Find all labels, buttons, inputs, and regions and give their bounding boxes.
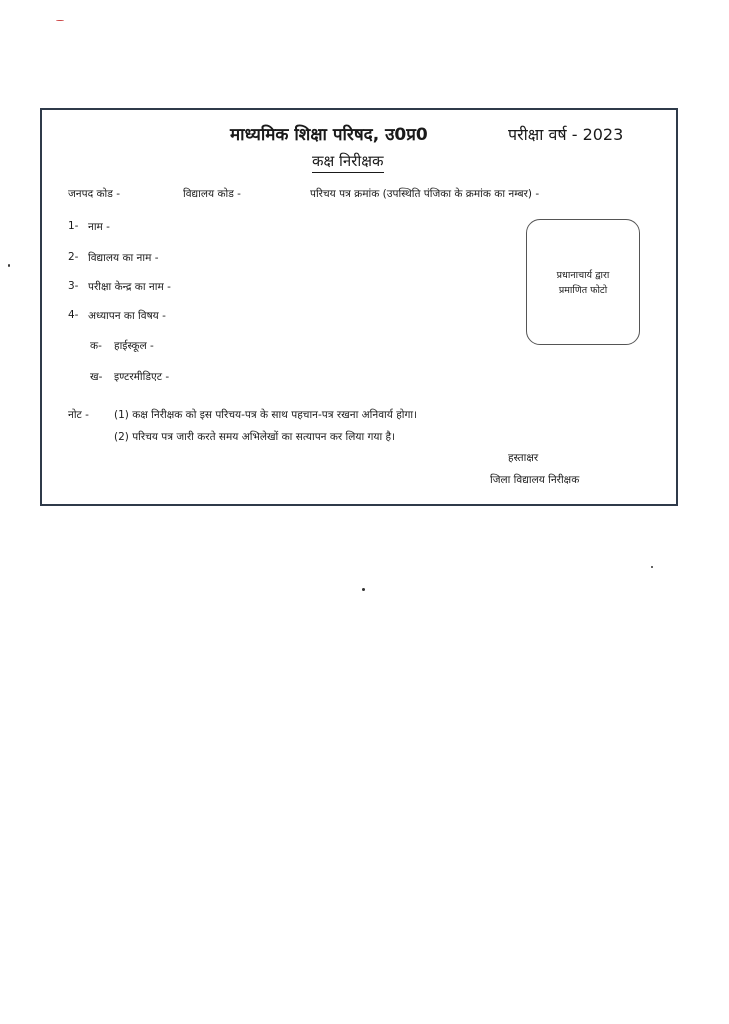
subfield-num: क- [90,340,102,352]
note-line-2: (2) परिचय पत्र जारी करते समय अभिलेखों का सत्यापन कर लिया गया है। [114,431,396,443]
scan-speck [362,588,365,591]
scan-speck [8,264,10,267]
exam-year: परीक्षा वर्ष - 2023 [508,125,624,144]
form-subtitle: कक्ष निरीक्षक [312,151,384,173]
photo-caption-line: प्रमाणित फोटो [558,285,608,296]
signature-designation: जिला विद्यालय निरीक्षक [490,474,580,486]
note-label: नोट - [68,409,89,421]
photo-caption-line: प्रधानाचार्य द्वारा [556,270,610,281]
photo-placeholder-box [526,219,640,345]
subfield-highschool-label: हाईस्कूल - [114,340,154,352]
field-num: 2- [68,251,79,263]
scan-speck [56,20,64,21]
id-serial-label: परिचय पत्र क्रमांक (उपस्थिति पंजिका के क्रमांक का नम्बर) - [310,188,540,200]
field-subject-label: अध्यापन का विषय - [88,310,166,322]
district-code-label: जनपद कोड - [68,188,121,200]
signature-label: हस्ताक्षर [508,452,539,464]
note-line-1: (1) कक्ष निरीक्षक को इस परिचय-पत्र के साथ पहचान-पत्र रखना अनिवार्य होगा। [114,409,418,421]
field-num: 3- [68,280,79,292]
photo-caption [527,268,639,298]
scan-speck [651,566,653,568]
field-exam-centre-label: परीक्षा केन्द्र का नाम - [88,281,171,293]
school-code-label: विद्यालय कोड - [183,188,241,200]
field-name-label: नाम - [88,221,110,233]
field-school-name-label: विद्यालय का नाम - [88,252,159,264]
subfield-num: ख- [90,371,103,383]
board-title: माध्यमिक शिक्षा परिषद, उ0प्र0 [230,125,428,145]
field-num: 1- [68,220,79,232]
id-card-form [40,108,678,506]
field-num: 4- [68,309,79,321]
subfield-intermediate-label: इण्टरमीडिएट - [114,371,170,383]
